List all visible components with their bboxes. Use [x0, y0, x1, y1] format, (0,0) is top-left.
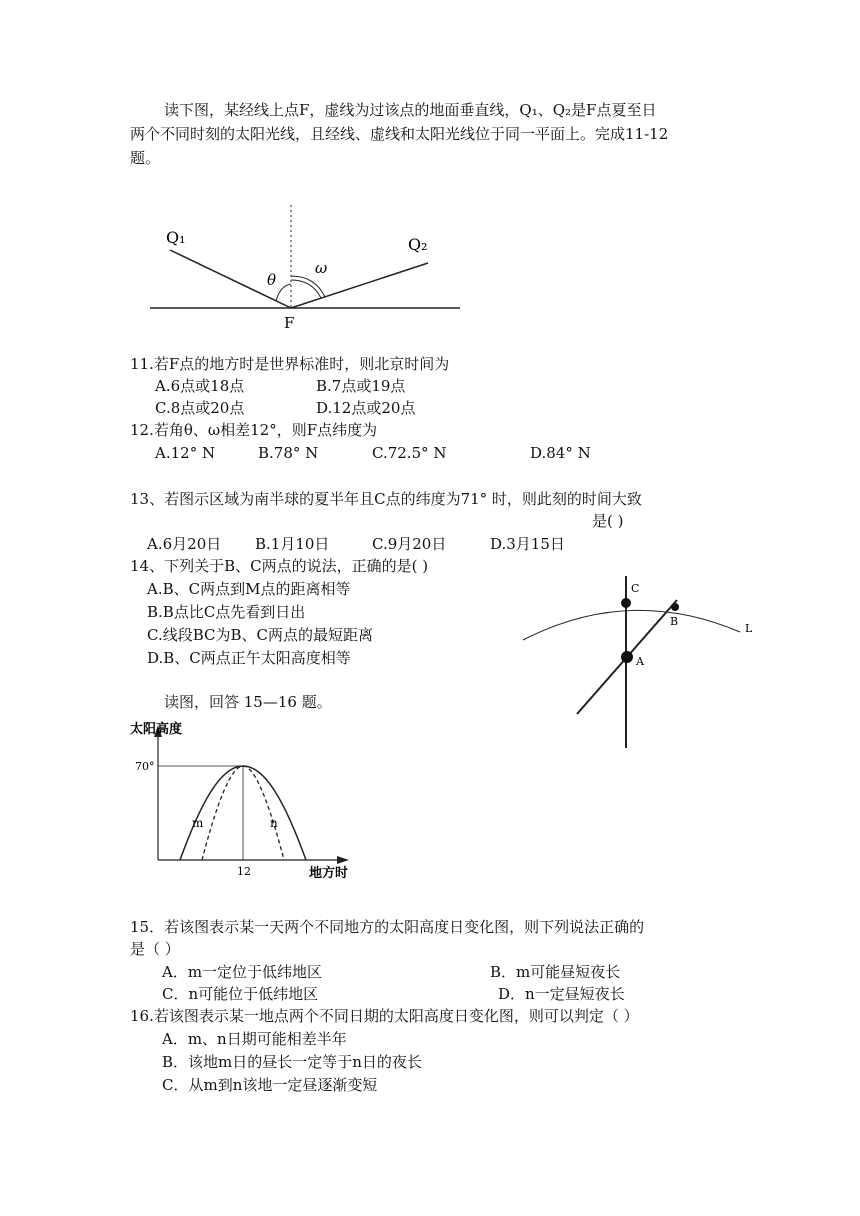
- q11-stem: 11.若F点的地方时是世界标准时，则北京时间为: [130, 355, 450, 373]
- label-a: A: [636, 655, 644, 668]
- q12-option-a: A.12° N: [155, 444, 216, 462]
- q15-stem-line-2: 是（ ）: [130, 940, 180, 958]
- label-l: L: [745, 622, 753, 635]
- q15-option-b: B．m可能昼短夜长: [490, 963, 621, 981]
- x-axis-label: 地方时: [309, 866, 349, 881]
- label-theta: θ: [267, 271, 277, 289]
- q16-option-c: C．从m到n该地一定昼逐渐变短: [162, 1076, 378, 1094]
- point-b: [671, 603, 679, 611]
- q14-stem: 14、下列关于B、C两点的说法，正确的是( ): [130, 557, 429, 575]
- q12-option-c: C.72.5° N: [372, 444, 447, 462]
- sun-ray-figure: [140, 200, 480, 340]
- read-instruction: 读图，回答 15—16 题。: [164, 693, 332, 711]
- q12-option-b: B.78° N: [258, 444, 319, 462]
- q13-stem: 13、若图示区域为南半球的夏半年且C点的纬度为71° 时，则此刻的时间大致: [130, 490, 642, 508]
- q13-option-a: A.6月20日: [147, 535, 222, 553]
- q14-option-a: A.B、C两点到M点的距离相等: [147, 580, 351, 598]
- y-tick-70: 70°: [135, 760, 155, 773]
- q11-option-b: B.7点或19点: [316, 377, 406, 395]
- label-f: F: [284, 314, 295, 332]
- label-omega: ω: [315, 259, 328, 277]
- q13-option-b: B.1月10日: [255, 535, 330, 553]
- label-m: m: [192, 816, 204, 830]
- q15-option-c: C．n可能位于低纬地区: [162, 985, 319, 1003]
- q11-option-d: D.12点或20点: [316, 399, 416, 417]
- label-n: n: [270, 816, 278, 830]
- point-c: [621, 598, 631, 608]
- label-b: B: [670, 615, 679, 628]
- q16-option-a: A．m、n日期可能相差半年: [162, 1030, 347, 1048]
- intro-line-2: 两个不同时刻的太阳光线，且经线、虚线和太阳光线位于同一平面上。完成11-12: [130, 125, 669, 143]
- q12-stem: 12.若角θ、ω相差12°，则F点纬度为: [130, 421, 378, 439]
- q11-option-c: C.8点或20点: [155, 399, 245, 417]
- label-q1: Q₁: [166, 228, 186, 247]
- q16-stem: 16.若该图表示某一地点两个不同日期的太阳高度日变化图，则可以判定（ ）: [130, 1007, 639, 1025]
- point-a: [621, 651, 633, 663]
- ray-q2: [291, 263, 428, 308]
- label-c: C: [631, 582, 640, 595]
- q12-option-d: D.84° N: [530, 444, 591, 462]
- q13-option-d: D.3月15日: [490, 535, 565, 553]
- q11-option-a: A.6点或18点: [155, 377, 245, 395]
- intro-line-3: 题。: [130, 149, 161, 167]
- q13-stem-end: 是( ): [592, 512, 624, 530]
- q15-option-a: A．m一定位于低纬地区: [162, 963, 323, 981]
- solar-altitude-figure: [125, 715, 365, 885]
- x-tick-12: 12: [237, 865, 251, 878]
- q15-option-d: D．n一定昼短夜长: [498, 985, 625, 1003]
- q14-option-d: D.B、C两点正午太阳高度相等: [147, 649, 351, 667]
- label-q2: Q₂: [408, 235, 428, 254]
- y-axis-label: 太阳高度: [130, 722, 183, 737]
- intro-line-1: 读下图，某经线上点F，虚线为过该点的地面垂直线，Q₁、Q₂是F点夏至日: [164, 101, 657, 119]
- theta-arc: [276, 284, 291, 301]
- omega-arc-outer: [291, 276, 325, 297]
- q14-option-b: B.B点比C点先看到日出: [147, 603, 306, 621]
- q13-option-c: C.9月20日: [372, 535, 447, 553]
- q14-option-c: C.线段BC为B、C两点的最短距离: [147, 626, 373, 644]
- q16-option-b: B．该地m日的昼长一定等于n日的夜长: [162, 1053, 422, 1071]
- q15-stem-line-1: 15．若该图表示某一天两个不同地方的太阳高度日变化图，则下列说法正确的: [130, 918, 645, 936]
- x-axis-arrow: [337, 856, 349, 864]
- intro-paragraph: [130, 98, 740, 170]
- points-abc-figure: [515, 570, 775, 755]
- omega-arc-inner: [291, 280, 321, 298]
- arc-l: [523, 610, 740, 640]
